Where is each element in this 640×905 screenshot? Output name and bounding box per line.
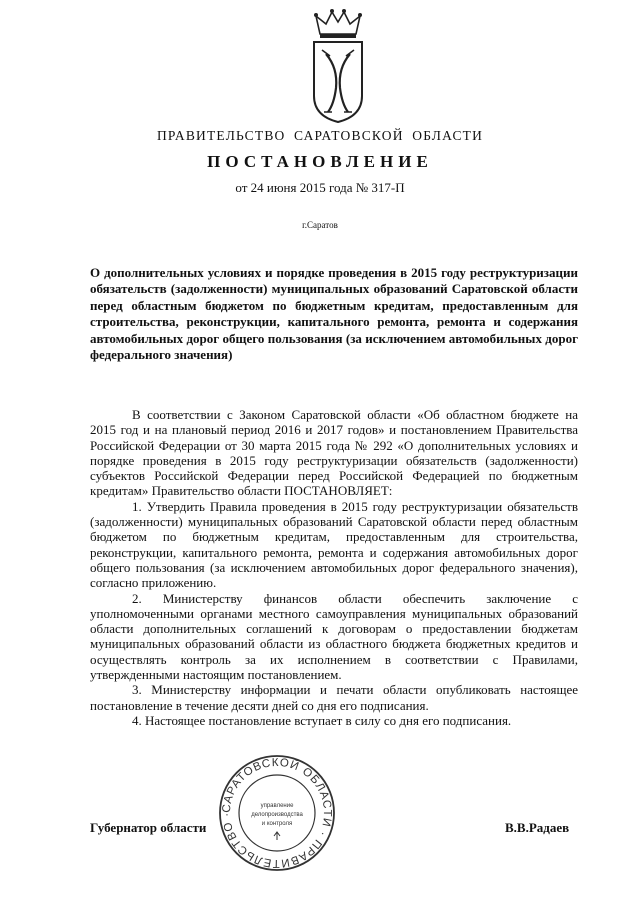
body-preamble: В соответствии с Законом Саратовской области «Об областном бюджете на 2015 год и на плановый период 2016 и 2017 годов» и постановлением Правительства Российской Федерации от 30 марта 2015 года № 292 «О дополнительных условиях и порядке проведения в 2015 году реструктуризации обязательств (задолженности) субъектов Российской Федерации перед Российской Федерацией по бюджетным кредитам» Правительство области ПОСТАНОВЛЯЕТ: [90,407,578,499]
document-city: г.Саратов [302,220,338,230]
body-item-1: 1. Утвердить Правила проведения в 2015 году реструктуризации обязательств (задолженности) муниципальных образований Саратовской области перед областным бюджетом по бюджетным кредитам, предоставленным для строительства, реконструкции, капитального ремонта, ремонта и содержания автомобильных дорог общего пользования (за исключением автомобильных дорог федерального значения), согласно приложению. [90,498,578,591]
document-subject: О дополнительных условиях и порядке проведения в 2015 году реструктуризации обязательств (задолженности) муниципальных образований Саратовской области перед областным бюджетом по бюджетным кредитам, предоставленным для строительства, реконструкции, капитального ремонта, ремонта и содержания автомобильных дорог общего пользования (за исключением автомобильных дорог федерального значения) [90,265,578,363]
official-stamp [218,754,336,872]
document-body [90,407,578,728]
document-type-title: ПОСТАНОВЛЕНИЕ [207,152,433,171]
signer-title: Губернатор области [90,820,207,835]
signer-name: В.В.Радаев [505,820,570,835]
coat-of-arms-icon [306,8,370,124]
government-name: ПРАВИТЕЛЬСТВО САРАТОВСКОЙ ОБЛАСТИ [156,128,484,143]
document-date-number: от 24 июня 2015 года № 317-П [235,180,405,195]
stamp-line-3: и контроля [261,821,293,827]
body-item-4: 4. Настоящее постановление вступает в силу со дня его подписания. [132,712,512,728]
body-item-3: 3. Министерству информации и печати области опубликовать настоящее постановление в течение десяти дней со дня его подписания. [90,682,578,713]
body-item-2: 2. Министерству финансов области обеспечить заключение с уполномоченными органами местного самоуправления муниципальных образований области дополнительных соглашений к договорам о предоставлении бюджетам муниципальных образований области из областного бюджета бюджетных кредитов и осуществлять контроль за их исполнением в соответствии с Правилами, утвержденными настоящим постановлением. [90,590,578,683]
stamp-ring-text: САРАТОВСКОЙ ОБЛАСТИ · ПРАВИТЕЛЬСТВО · [220,756,334,870]
stamp-line-1: управление [260,803,294,809]
stamp-line-2: делопроизводства [251,812,303,818]
